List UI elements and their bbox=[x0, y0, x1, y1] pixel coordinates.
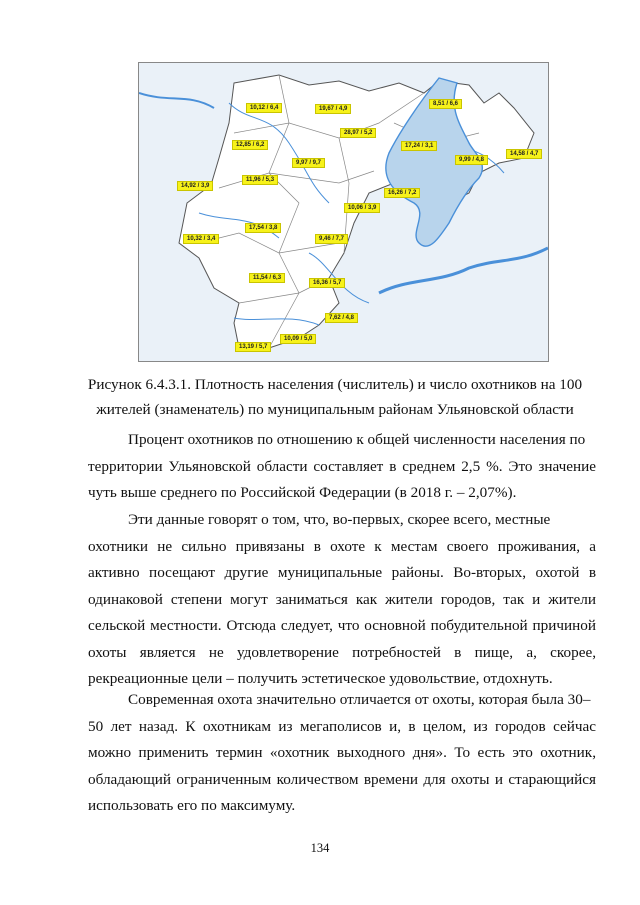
district-label: 28,97 / 5,2 bbox=[340, 128, 376, 138]
southern-river bbox=[379, 248, 548, 293]
district-label: 11,96 / 5,3 bbox=[242, 175, 278, 185]
district-label: 17,54 / 3,8 bbox=[245, 223, 281, 233]
district-label: 9,97 / 9,7 bbox=[292, 158, 325, 168]
paragraph-text: охотники не сильно привязаны в охоте к местам своего проживания, а активно посещают другие муниципальные районы. Во-вторых, охотой в одинаковой степени могут заниматься как жители городов, так и жители сельской местности. Отсюда следует, что основной побудительной причиной охоты является не удовлетворение потребностей в пище, а, скорее, рекреационные цели – получить эстетическое удовольствие, отдохнуть. bbox=[88, 537, 596, 687]
district-label: 7,62 / 4,8 bbox=[325, 313, 358, 323]
district-label: 8,51 / 6,6 bbox=[429, 99, 462, 109]
paragraph-text: 50 лет назад. К охотникам из мегаполисов и, в целом, из городов сейчас можно применить термин «охотник выходного дня». То есть это охотник, обладающий ограниченным количеством времени для охоты и старающийся использовать его по максимуму. bbox=[88, 717, 596, 814]
paragraph-first-line: Процент охотников по отношению к общей численности населения по bbox=[128, 431, 586, 448]
district-label: 10,06 / 3,9 bbox=[344, 203, 380, 213]
district-label: 16,36 / 5,7 bbox=[309, 278, 345, 288]
district-label: 17,24 / 3,1 bbox=[401, 141, 437, 151]
region-map-figure bbox=[138, 62, 549, 362]
paragraph-3 bbox=[88, 687, 596, 820]
district-label: 10,12 / 6,4 bbox=[246, 103, 282, 113]
district-label: 16,26 / 7,2 bbox=[384, 188, 420, 198]
paragraph-1 bbox=[88, 427, 596, 507]
figure-caption bbox=[70, 372, 600, 422]
district-label: 11,54 / 6,3 bbox=[249, 273, 285, 283]
district-label: 10,09 / 5,0 bbox=[280, 334, 316, 344]
page-number: 134 bbox=[310, 841, 330, 855]
caption-line: жителей (знаменатель) по муниципальным районам Ульяновской области bbox=[96, 401, 574, 418]
district-label: 19,67 / 4,9 bbox=[315, 104, 351, 114]
paragraph-first-line: Эти данные говорят о том, что, во-первых, скорее всего, местные bbox=[128, 511, 551, 528]
paragraph-text: территории Ульяновской области составляет в среднем 2,5 %. Это значение чуть выше среднего по Российской Федерации (в 2018 г. – 2,07%). bbox=[88, 457, 596, 501]
district-label: 10,32 / 3,4 bbox=[183, 234, 219, 244]
district-label: 14,58 / 4,7 bbox=[506, 149, 542, 159]
northwest-river bbox=[139, 93, 214, 108]
caption-line: Рисунок 6.4.3.1. Плотность населения (числитель) и число охотников на 100 bbox=[87, 376, 583, 393]
district-label: 12,85 / 6,2 bbox=[232, 140, 268, 150]
district-label: 14,92 / 3,9 bbox=[177, 181, 213, 191]
district-label: 9,99 / 4,8 bbox=[455, 155, 488, 165]
paragraph-first-line: Современная охота значительно отличается от охоты, которая была 30– bbox=[128, 691, 591, 708]
district-label: 9,46 / 7,7 bbox=[315, 234, 348, 244]
paragraph-2 bbox=[88, 507, 596, 693]
district-label: 13,19 / 5,7 bbox=[235, 342, 271, 352]
